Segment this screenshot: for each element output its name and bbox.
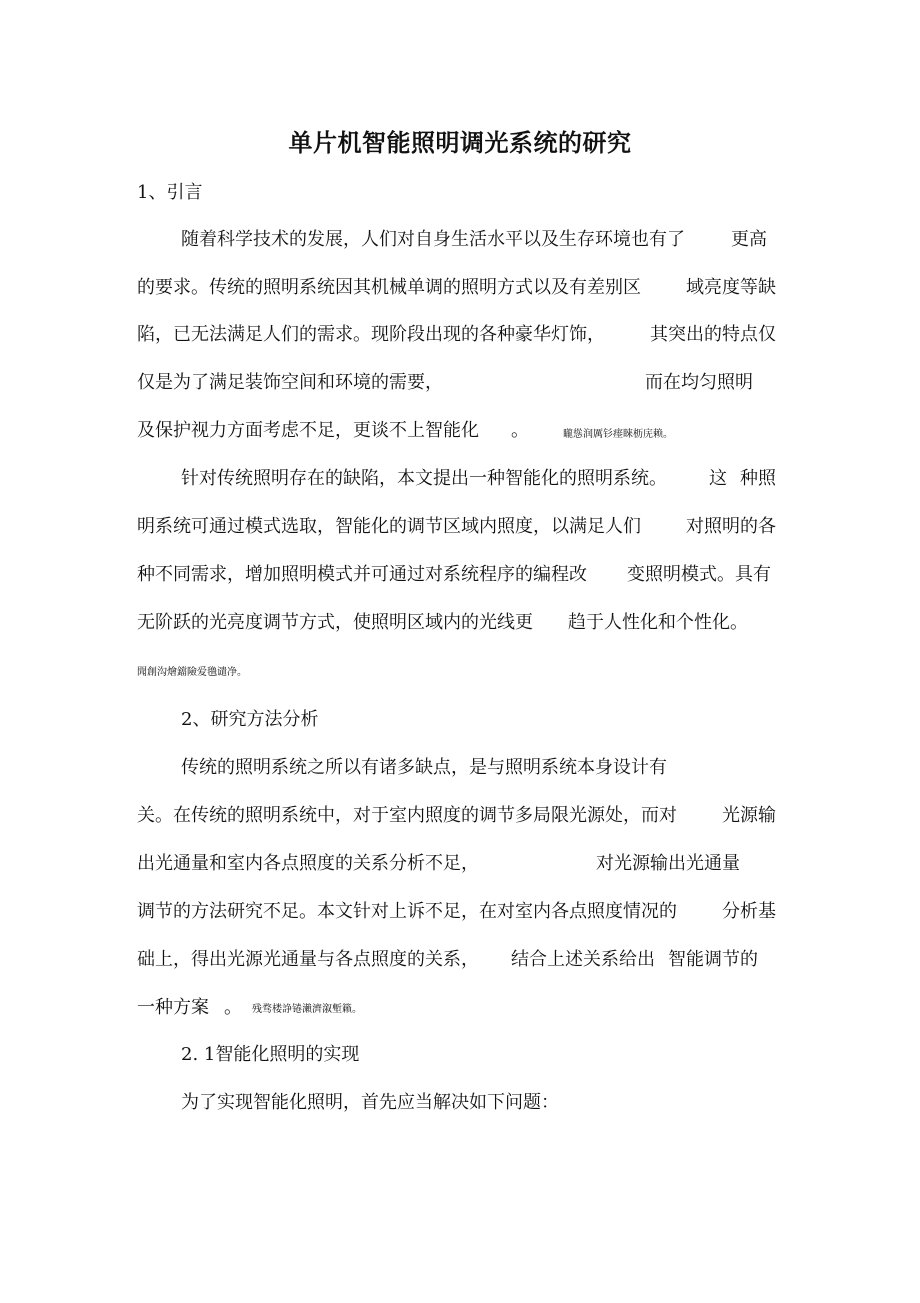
paragraph-3-line-6-period: 。 — [224, 997, 242, 1018]
paragraph-2-line-1-tail: 种照 — [740, 468, 776, 489]
paragraph-2-line-1: 针对传统照明存在的缺陷，本文提出一种智能化的照明系统。 — [181, 468, 667, 489]
paragraph-2-line-4-tail: 趋于人性化和个性化。 — [568, 612, 748, 633]
paragraph-1-line-4: 仅是为了满足装饰空间和环境的需要， — [137, 372, 443, 393]
paragraph-3-line-1: 传统的照明系统之所以有诸多缺点，是与照明系统本身设计有 — [181, 757, 667, 778]
paragraph-2-line-3: 种不同需求，增加照明模式并可通过对系统程序的编程改 — [137, 564, 587, 585]
document-title: 单片机智能照明调光系统的研究 — [288, 129, 632, 157]
paragraph-3-line-4: 调节的方法研究不足。本文针对上诉不足，在对室内各点照度情况的 — [137, 901, 677, 922]
paragraph-1-line-3-tail: 其突出的特点仅 — [650, 324, 776, 345]
section-heading-research-method: 2、研究方法分析 — [181, 709, 319, 730]
section-heading-intelligent-lighting: 2. 1智能化照明的实现 — [181, 1044, 360, 1065]
paragraph-2-line-3-tail: 变照明模式。具有 — [627, 564, 771, 585]
paragraph-3-line-5-tail: 智能调节的 — [668, 949, 758, 970]
paragraph-3-line-5-mid: 结合上述关系给出 — [511, 949, 655, 970]
paragraph-3-line-6: 一种方案 — [137, 997, 209, 1018]
paragraph-2-line-2: 明系统可通过模式选取，智能化的调节区域内照度，以满足人们 — [137, 516, 641, 537]
paragraph-2-garbled-note: 聞創沟燴鐺險爱氇谴净。 — [137, 667, 247, 678]
paragraph-1-garbled-note: 矓慫润厲钐瘗睞枥庑赖。 — [563, 429, 673, 440]
paragraph-1-line-1-tail: 更高 — [731, 229, 767, 250]
paragraph-1-line-5-period: 。 — [511, 420, 529, 441]
paragraph-1-line-2: 的要求。传统的照明系统因其机械单调的照明方式以及有差别区 — [137, 277, 641, 298]
paragraph-1-line-5: 及保护视力方面考虑不足，更谈不上智能化 — [137, 420, 479, 441]
paragraph-3-line-2: 关。在传统的照明系统中，对于室内照度的调节多局限光源处，而对 — [137, 805, 677, 826]
paragraph-3-line-5: 础上，得出光源光通量与各点照度的关系， — [137, 949, 479, 970]
paragraph-2-line-2-tail: 对照明的各 — [686, 516, 776, 537]
section-heading-introduction: 1、引言 — [137, 182, 203, 203]
paragraph-3-line-3: 出光通量和室内各点照度的关系分析不足， — [137, 853, 479, 874]
paragraph-1-line-2-tail: 域亮度等缺 — [686, 277, 776, 298]
paragraph-3-line-4-tail: 分析基 — [722, 901, 776, 922]
paragraph-3-line-2-tail: 光源输 — [722, 805, 776, 826]
paragraph-1-line-4-tail: 而在均匀照明 — [645, 372, 753, 393]
paragraph-1-line-1: 随着科学技术的发展，人们对自身生活水平以及生存环境也有了 — [181, 229, 685, 250]
paragraph-4-line-1: 为了实现智能化照明，首先应当解决如下问题： — [181, 1092, 559, 1113]
paragraph-1-line-3: 陷，已无法满足人们的需求。现阶段出现的各种豪华灯饰， — [137, 324, 605, 345]
paragraph-2-line-1-mid: 这 — [709, 468, 727, 489]
paragraph-2-line-4: 无阶跃的光亮度调节方式，使照明区域内的光线更 — [137, 612, 533, 633]
paragraph-3-line-3-tail: 对光源输出光通量 — [596, 853, 740, 874]
paragraph-3-garbled-note: 残骛楼諍锩瀨濟溆塹籟。 — [252, 1004, 362, 1015]
